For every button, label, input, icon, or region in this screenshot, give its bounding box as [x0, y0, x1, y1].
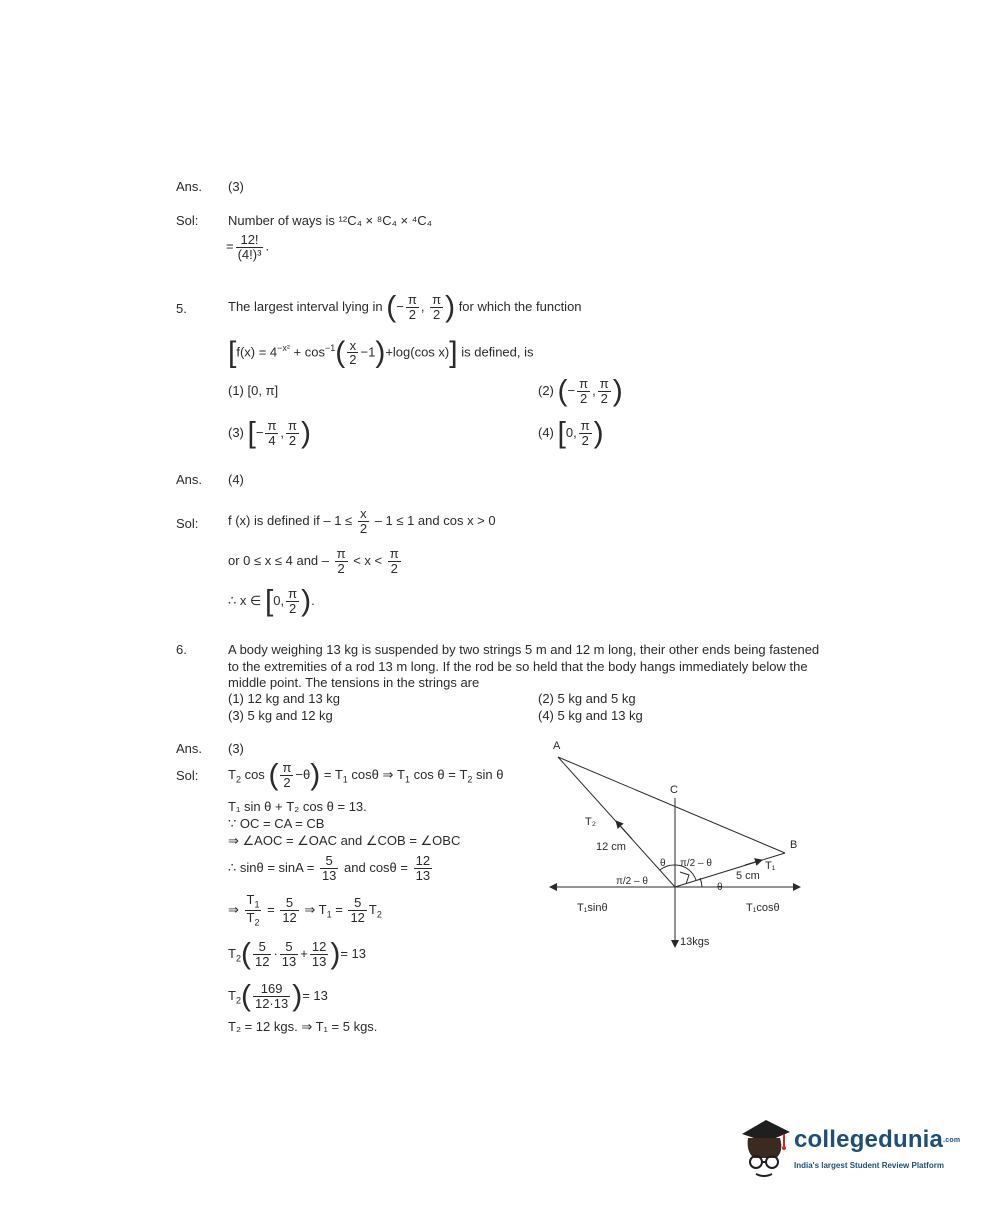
mascot-icon [736, 1112, 794, 1178]
q6-sol-line7: $T_2$( $\frac{5}{12}$ · $\frac{5}{13}$ + $\frac{12}{13}$ )= 13 [228, 937, 366, 971]
label-t1cos: T₁cosθ [746, 902, 780, 914]
q5-sol-line1: f (x) is defined if – 1 ≤ $\frac{x}{2}$ – 1 ≤ 1 and cos x > 0 [228, 506, 496, 537]
q6-option-3: (3) 5 kg and 12 kg [228, 708, 333, 723]
label-half-pi-left: π/2 – θ [616, 876, 648, 887]
q6-ans-label: Ans. [176, 741, 203, 756]
q5-stem-part2: for which the function [458, 299, 582, 314]
q6-option-2: (2) 5 kg and 5 kg [538, 691, 636, 706]
logo-wordmark [794, 1126, 960, 1154]
q5-function-suffix: is defined, is [461, 344, 534, 360]
q5-ans-value: (4) [228, 472, 244, 487]
label-weight: 13kgs [680, 936, 710, 948]
q4-sol-fraction: = $\frac{12!}{\text{(4!)³}}$ . [226, 232, 270, 262]
label-theta-left: θ [660, 858, 666, 869]
t2-arrow [616, 821, 632, 839]
q6-option-4: (4) 5 kg and 13 kg [538, 708, 643, 723]
q6-ans-value: (3) [228, 741, 244, 756]
q4-ans-label: Ans. [176, 179, 203, 194]
q5-option-3: (3) [− $\frac{\pi}{4}$ , $\frac{\pi}{2}$ ) [228, 416, 312, 450]
q6-number: 6. [176, 642, 187, 657]
q6-sol-line2: T₁ sin θ + T₂ cos θ = 13. [228, 799, 367, 814]
label-5cm: 5 cm [736, 870, 760, 882]
q4-sol-line1 [228, 213, 432, 228]
q4-ans-value: (3) [228, 179, 244, 194]
label-b: B [790, 839, 798, 851]
q5-function: [$f(x) = 4^{-x^2} + \cos^{-1}$( $\frac{x}{2}$ −1)+log(cos x)] is defined, is [228, 335, 534, 369]
angle-arc-theta [700, 878, 702, 887]
q4-sol-num: 12! [236, 233, 264, 248]
t1-arrow [745, 860, 762, 865]
q5-option-1: (1) [0, π] [228, 383, 279, 398]
q5-option-2: (2) (− $\frac{\pi}{2}$ , $\frac{\pi}{2}$ ) [538, 374, 623, 408]
label-12cm: 12 cm [596, 841, 626, 853]
logo-name: collegedunia [794, 1126, 944, 1153]
q6-sol-line3: ∵ OC = CA = CB [228, 816, 325, 831]
q5-sol-line2: or 0 ≤ x ≤ 4 and – $\frac{\pi}{2}$ < x < $\frac{\pi}{2}$ [228, 546, 399, 577]
label-half-pi-top: π/2 – θ [680, 858, 712, 869]
tension-diagram [540, 735, 810, 960]
q6-sol-label: Sol: [176, 768, 199, 783]
q6-option-1: (1) 12 kg and 13 kg [228, 691, 341, 706]
label-c: C [670, 784, 678, 796]
right-angle-mark [680, 872, 689, 884]
q4-sol-den: (4!)³ [237, 246, 262, 262]
logo-suffix: .com [943, 1137, 961, 1145]
q5-option-4: (4) [0, $\frac{\pi}{2}$ ) [538, 416, 604, 450]
q6-sol-line5: ∴ sinθ = sinA = $\frac{5}{13}$ and cosθ = $\frac{12}{13}$ [228, 853, 431, 884]
q5-sol-label: Sol: [176, 516, 199, 531]
label-theta-right: θ [717, 882, 723, 893]
q6-sol-line1: $T_2$ cos ( $\frac{\pi}{2}$ $-\theta) = T_1$ cosθ ⇒ $T_1$ $\cos \theta = T_2$ sin θ [228, 758, 504, 792]
q6-sol-line4: ⇒ ∠AOC = ∠OAC and ∠COB = ∠OBC [228, 833, 461, 848]
q6-sol-line9: T₂ = 12 kgs. ⇒ T₁ = 5 kgs. [228, 1019, 378, 1034]
q5-stem-part1: The largest interval lying in [228, 299, 383, 314]
logo-tagline: India's largest Student Review Platform [794, 1161, 944, 1170]
q4-sol-math: ¹²C₄ × ⁸C₄ × ⁴C₄ [338, 213, 432, 228]
label-t1: T₁ [765, 860, 776, 872]
q4-sol-label: Sol: [176, 213, 199, 228]
q5-number: 5. [176, 301, 187, 316]
collegedunia-logo [736, 1112, 966, 1182]
q5-sol-line3: ∴ x ∈ [0, $\frac{\pi}{2}$ ). [228, 584, 315, 618]
q6-sol-line8: $T_2$( $\frac{169}{12\cdot 13}$ )= 13 [228, 979, 328, 1013]
q4-sol-prefix: Number of ways is [228, 213, 339, 228]
label-t1sin: T₁sinθ [577, 902, 608, 914]
q6-sol-line6: ⇒ $\frac{T_1}{T_2}$ = $\frac{5}{12}$ ⇒ $T_1$ = $\frac{5}{12}$ $T_2$ [228, 892, 382, 928]
label-t2: T₂ [585, 816, 596, 828]
rod-ab [558, 757, 785, 853]
q6-stem: A body weighing 13 kg is suspended by two strings 5 m and 12 m long, their other ends being fastened to the extremities of a rod 13 m long. If the rod be so held that the body hangs immediately below the middle point. The tensions in the strings are [228, 642, 820, 690]
q5-ans-label: Ans. [176, 472, 203, 487]
label-a: A [553, 740, 561, 752]
q5-stem: The largest interval lying in (− $\frac{\pi}{2}$ , $\frac{\pi}{2}$ ) for which the function [228, 290, 582, 324]
